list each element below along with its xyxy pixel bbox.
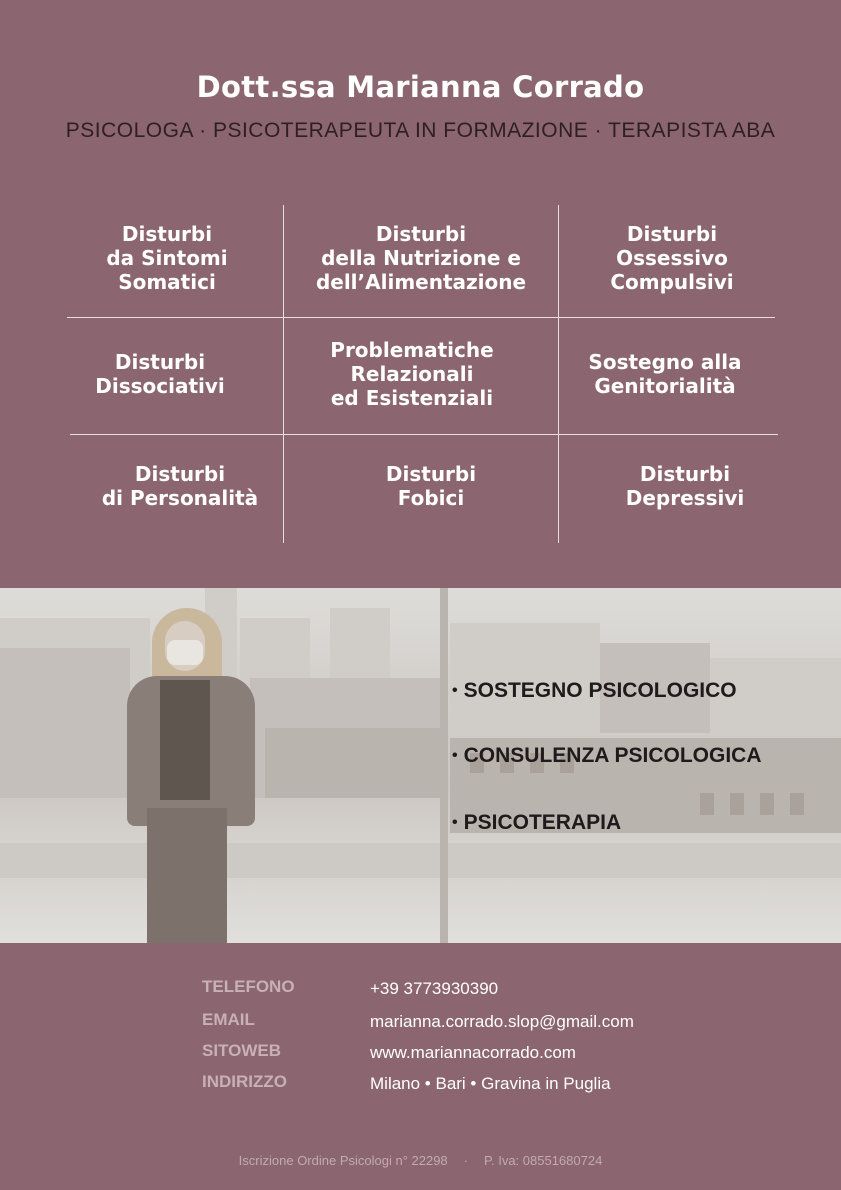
- service-item: • SOSTEGNO PSICOLOGICO: [452, 679, 737, 702]
- service-item: • PSICOTERAPIA: [452, 811, 622, 834]
- photo-window: [760, 793, 774, 815]
- photo-window-frame: [440, 588, 448, 943]
- grid-divider-horizontal: [70, 434, 778, 435]
- grid-cell-ossessivo-compulsivi: Disturbi Ossessivo Compulsivi: [610, 221, 734, 294]
- service-item: • CONSULENZA PSICOLOGICA: [452, 744, 762, 767]
- grid-cell-fobici: Disturbi Fobici: [385, 462, 477, 510]
- grid-cell-dissociativi: Disturbi Dissociativi: [95, 350, 225, 398]
- photo-floor: [0, 878, 841, 943]
- footer: [0, 1153, 841, 1168]
- hero-photo: [0, 588, 841, 943]
- photo-person-top: [160, 680, 210, 800]
- address-value: Milano • Bari • Gravina in Puglia: [370, 1074, 611, 1093]
- bullet-icon: •: [452, 682, 458, 699]
- grid-cell-nutrizione-alimentazione: Disturbi della Nutrizione e dell’Alimentazione: [315, 221, 527, 294]
- grid-divider-horizontal: [67, 317, 775, 318]
- website-value[interactable]: www.mariannacorrado.com: [370, 1043, 576, 1062]
- photo-building: [265, 728, 440, 798]
- footer-separator: ·: [463, 1153, 468, 1168]
- registration-number: Iscrizione Ordine Psicologi n° 22298: [238, 1153, 448, 1168]
- header-panel: [0, 0, 841, 588]
- email-label: EMAIL: [202, 1010, 255, 1029]
- grid-cell-genitorialita: Sostegno alla Genitorialità: [588, 350, 742, 398]
- photo-person-mask: [167, 640, 203, 665]
- phone-value[interactable]: +39 3773930390: [370, 979, 499, 998]
- photo-window: [700, 793, 714, 815]
- photo-window: [730, 793, 744, 815]
- photo-window: [790, 793, 804, 815]
- photo-building: [0, 648, 130, 798]
- website-label: SITOWEB: [202, 1041, 282, 1060]
- grid-cell-relazionali-esistenziali: Problematiche Relazionali ed Esistenziali: [330, 338, 494, 410]
- address-label: INDIRIZZO: [202, 1072, 287, 1091]
- professional-subtitle: PSICOLOGA · PSICOTERAPEUTA IN FORMAZIONE · TERAPISTA ABA: [65, 119, 776, 142]
- bullet-icon: •: [452, 814, 458, 831]
- email-value[interactable]: marianna.corrado.slop@gmail.com: [370, 1012, 634, 1031]
- page-title: Dott.ssa Marianna Corrado: [196, 70, 645, 104]
- photo-riverbank: [0, 843, 841, 883]
- grid-divider-vertical: [558, 205, 559, 543]
- vat-number: P. Iva: 08551680724: [484, 1153, 603, 1168]
- bullet-icon: •: [452, 747, 458, 764]
- phone-label: TELEFONO: [202, 977, 295, 996]
- photo-building: [450, 623, 600, 733]
- grid-cell-personalita: Disturbi di Personalità: [101, 462, 259, 510]
- photo-person-legs: [147, 808, 227, 943]
- grid-cell-depressivi: Disturbi Depressivi: [625, 462, 745, 510]
- grid-cell-sintomi-somatici: Disturbi da Sintomi Somatici: [106, 221, 228, 294]
